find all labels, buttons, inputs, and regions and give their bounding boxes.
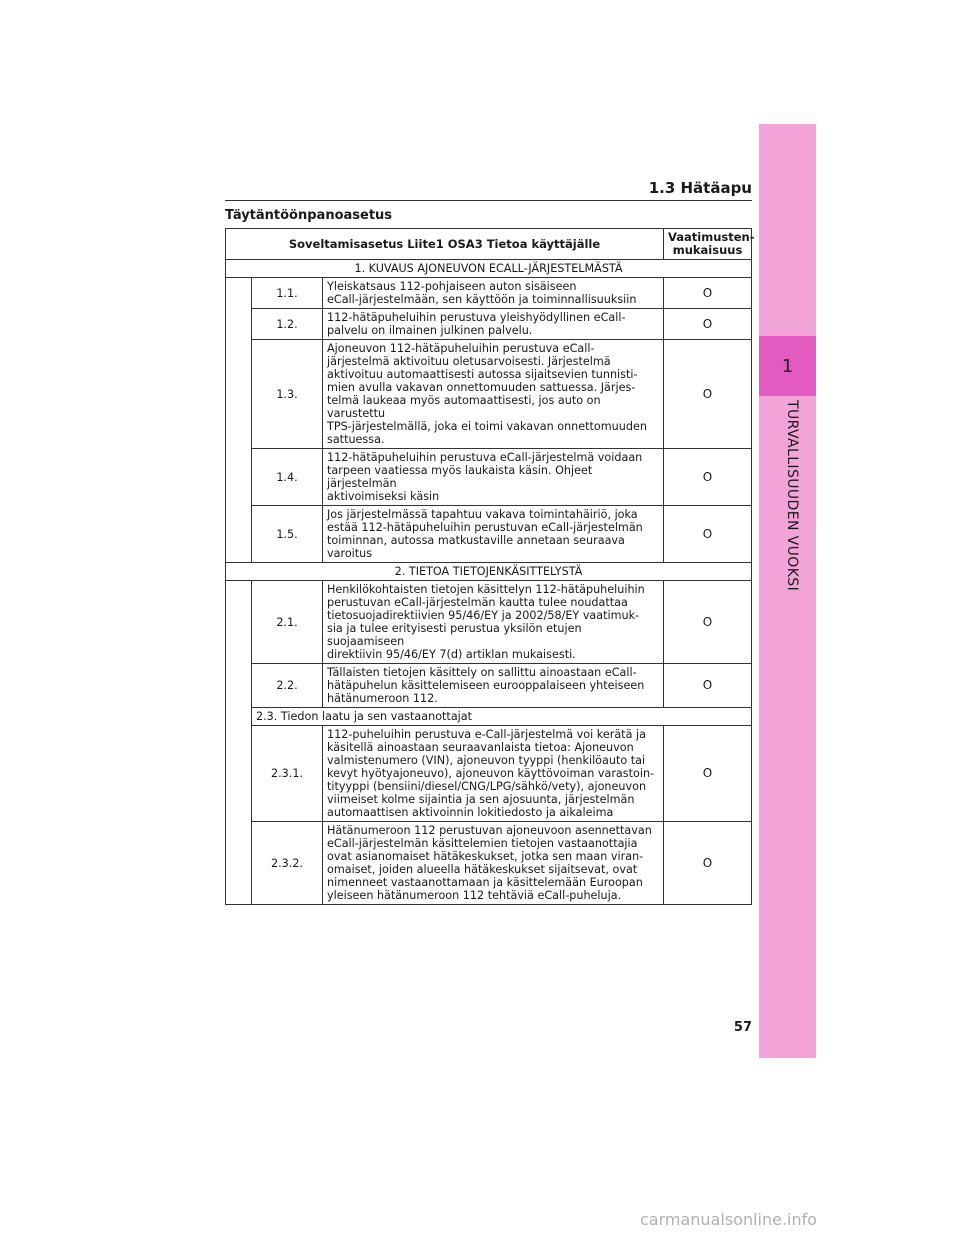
compliance-mark: O: [664, 822, 752, 905]
compliance-mark: O: [664, 278, 752, 309]
page-header: 1.3 Hätäapu: [225, 178, 752, 201]
table-row: [226, 340, 752, 449]
row-number: 1.1.: [252, 278, 323, 309]
table-row: [226, 278, 752, 309]
row-text: Jos järjestelmässä tapahtuu vakava toimintahäiriö, joka estää 112-hätäpuheluihin perustuvan eCall-järjestelmän toiminnan, autossa matkustaville annetaan seuraava varoitus: [323, 506, 664, 563]
compliance-mark: O: [664, 581, 752, 664]
table-row: [226, 506, 752, 563]
subsection-heading: 2.3. Tiedon laatu ja sen vastaanottajat: [252, 708, 752, 726]
section-title: Täytäntöönpanoasetus: [225, 208, 393, 223]
table-row: [226, 581, 752, 664]
row-number: 2.3.2.: [252, 822, 323, 905]
row-text: 112-hätäpuheluihin perustuva yleishyödyllinen eCall- palvelu on ilmainen julkinen palvelu.: [323, 309, 664, 340]
table-row: [226, 309, 752, 340]
row-text: Henkilökohtaisten tietojen käsittelyn 112-hätäpuheluihin perustuvan eCall-järjestelmän kautta tulee noudattaa tietosuojadirektiivien 95/46/EY ja 2002/58/EY vaatimuk- sia ja tulee erityisesti perustua yksilön etujen suojaamiseen direktiivin 95/46/EY 7(d) artiklan mukaisesti.: [323, 581, 664, 664]
row-number: 2.3.1.: [252, 726, 323, 822]
compliance-mark: O: [664, 340, 752, 449]
compliance-mark: O: [664, 506, 752, 563]
row-number: 2.1.: [252, 581, 323, 664]
indent-cell: [226, 278, 252, 563]
row-number: 1.2.: [252, 309, 323, 340]
compliance-mark: O: [664, 664, 752, 708]
row-text: Hätänumeroon 112 perustuvan ajoneuvoon asennettavan eCall-järjestelmän käsittelemien tietojen vastaanottajia ovat asianomaiset hätäkeskukset, jotka sen maan viran- omaiset, joiden alueella hätäkeskukset sijaitsevat, ovat nimenneet vastaanottamaan ja käsittelemään Euroopan yleiseen hätänumeroon 112 tehtäviä eCall-puheluja.: [323, 822, 664, 905]
row-number: 1.3.: [252, 340, 323, 449]
chapter-number: 1: [759, 336, 816, 396]
row-text: 112-hätäpuheluihin perustuva eCall-järjestelmä voidaan tarpeen vaatiessa myös laukaista käsin. Ohjeet järjestelmän aktivoimiseksi käsin: [323, 449, 664, 506]
indent-cell: [226, 581, 252, 905]
table-row: [226, 664, 752, 708]
row-number: 1.5.: [252, 506, 323, 563]
compliance-mark: O: [664, 309, 752, 340]
row-text: 112-puheluihin perustuva e-Call-järjestelmä voi kerätä ja käsitellä ainoastaan seuraavanlaista tietoa: Ajoneuvon valmistenumero (VIN), ajoneuvon tyyppi (henkilöauto tai kevyt hyötyajoneuvo), ajoneuvon käyttövoiman varastoin- tityyppi (bensiini/diesel/CNG/LPG/sähkö/vety), ajoneuvon viimeiset kolme sijaintia ja sen ajosuunta, järjestelmän automaattisen aktivoinnin lokitiedosto ja aikaleima: [323, 726, 664, 822]
compliance-mark: O: [664, 449, 752, 506]
table-row: [226, 822, 752, 905]
column-header-compliance: Vaatimusten- mukaisuus: [664, 229, 752, 260]
regulation-table: [225, 228, 755, 905]
section-heading-1: 1. KUVAUS AJONEUVON ECALL-JÄRJESTELMÄSTÄ: [226, 260, 752, 278]
subsection-row: [226, 708, 752, 726]
table-row: [226, 449, 752, 506]
row-text: Tällaisten tietojen käsittely on sallittu ainoastaan eCall- hätäpuhelun käsittelemiseen eurooppalaiseen yhteiseen hätänumeroon 112.: [323, 664, 664, 708]
watermark: carmanualsonline.info: [640, 1210, 818, 1229]
section-heading-2: 2. TIETOA TIETOJENKÄSITTELYSTÄ: [226, 563, 752, 581]
section-row: [226, 563, 752, 581]
row-text: Yleiskatsaus 112-pohjaiseen auton sisäiseen eCall-järjestelmään, sen käyttöön ja toiminnallisuuksiin: [323, 278, 664, 309]
section-row: [226, 260, 752, 278]
table-header-row: [226, 229, 752, 260]
row-number: 2.2.: [252, 664, 323, 708]
chapter-label: TURVALLISUUDEN VUOKSI: [784, 400, 800, 592]
column-header-regulation: Soveltamisasetus Liite1 OSA3 Tietoa käyttäjälle: [226, 229, 664, 260]
page-number: 57: [733, 1020, 752, 1035]
table-row: [226, 726, 752, 822]
compliance-mark: O: [664, 726, 752, 822]
row-text: Ajoneuvon 112-hätäpuheluihin perustuva eCall- järjestelmä aktivoituu oletusarvoisesti. Järjestelmä aktivoituu automaattisesti autossa sijaitsevien tunnisti- mien avulla vakavan onnettomuuden sattuessa. Järjes- telmä laukeaa myös automaattisesti, jos auto on varustettu TPS-järjestelmällä, joka ei toimi vakavan onnettomuuden sattuessa.: [323, 340, 664, 449]
row-number: 1.4.: [252, 449, 323, 506]
